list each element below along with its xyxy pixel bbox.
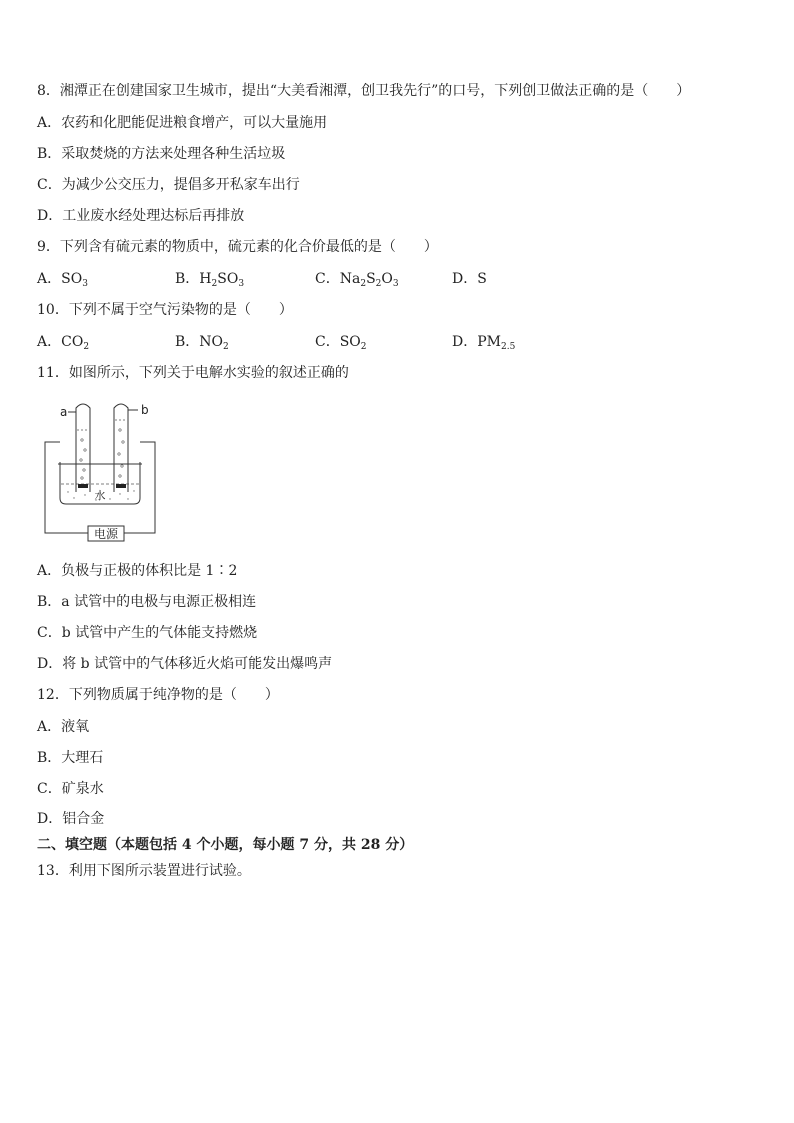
q8-stem: 8．湘潭正在创建国家卫生城市，提出“大美看湘潭，创卫我先行”的口号，下列创卫做法正确的是（ ） [37,83,691,99]
tube-b-bubbles [118,429,124,477]
q12-option-a: A．液氧 [37,719,90,735]
tube-a-label: a [60,405,68,419]
q12-option-b: B．大理石 [37,750,104,766]
q12-option-c: C．矿泉水 [37,781,104,797]
q12-stem: 12．下列物质属于纯净物的是（ ） [37,687,279,703]
tube-b [114,404,128,492]
q10-option-c: C．$SO_2$ [315,334,367,352]
electrolysis-apparatus-figure [40,400,170,545]
tube-a-bubbles [80,439,86,479]
power-source-label: 电源 [93,527,119,541]
q10-option-b: B．$NO_2$ [175,334,229,352]
q8-option-c: C．为减少公交压力，提倡多开私家车出行 [37,177,300,193]
electrode-b [116,484,126,488]
q8-option-b: B．采取焚烧的方法来处理各种生活垃圾 [37,146,286,162]
q9-option-b: B．$H_2SO_3$ [175,271,245,289]
q11-option-c: C．b 试管中产生的气体能支持燃烧 [37,625,258,641]
q11-option-a: A．负极与正极的体积比是 1∶2 [37,563,238,579]
tube-b-label: b [141,403,149,417]
water-label: 水 [94,489,106,502]
q11-stem: 11．如图所示，下列关于电解水实验的叙述正确的 [37,365,349,381]
q11-option-b: B．a 试管中的电极与电源正极相连 [37,594,257,610]
q10-option-d: D．$PM_{2.5}$ [452,334,516,352]
q8-option-a: A．农药和化肥能促进粮食增产，可以大量施用 [37,115,328,131]
q10-stem: 10．下列不属于空气污染物的是（ ） [37,302,293,318]
q9-option-c: C．$Na_2S_2O_3$ [315,271,399,289]
q13-stem: 13．利用下图所示装置进行试验。 [37,863,251,879]
q10-option-a: A．$CO_2$ [37,334,90,352]
q11-option-d: D．将 b 试管中的气体移近火焰可能发出爆鸣声 [37,656,333,672]
electrode-a [78,484,88,488]
section-2-heading: 二、填空题（本题包括 4 个小题，每小题 7 分，共 28 分） [37,837,414,853]
q9-option-d: D．S [452,271,487,287]
q9-option-a: A．$SO_3$ [37,271,88,289]
q12-option-d: D．铝合金 [37,811,105,827]
q9-stem: 9．下列含有硫元素的物质中，硫元素的化合价最低的是（ ） [37,239,438,255]
q8-option-d: D．工业废水经处理达标后再排放 [37,208,245,224]
